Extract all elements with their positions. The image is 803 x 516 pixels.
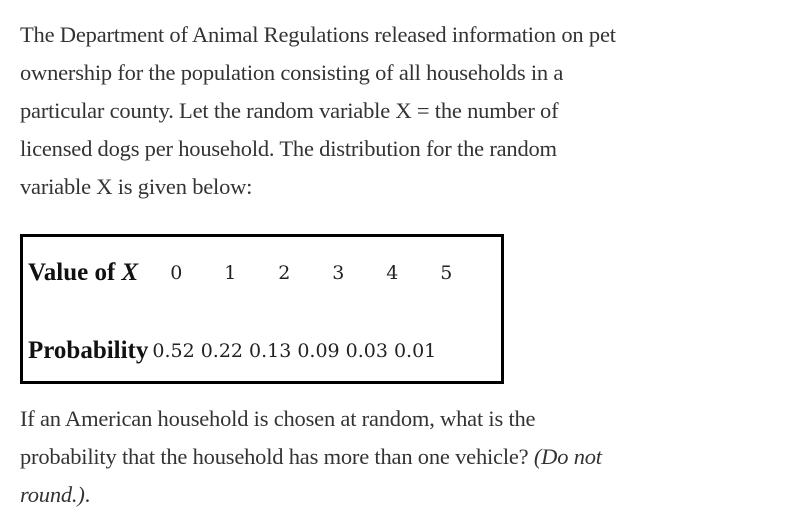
- problem-content: [20, 16, 790, 514]
- question-note: round.): [20, 482, 85, 507]
- question-trailing: .: [84, 482, 91, 507]
- probability-cell: 0.03: [345, 340, 388, 362]
- probability-cell: 0.52: [152, 340, 195, 362]
- intro-line: licensed dogs per household. The distribution for the random: [20, 136, 557, 161]
- value-label-variable: X: [121, 259, 139, 286]
- probability-cell: 0.22: [200, 340, 244, 362]
- value-cell: 0: [170, 262, 183, 284]
- probability-row-label: Probability: [28, 337, 149, 364]
- value-cell: 2: [278, 262, 291, 284]
- value-row: [28, 259, 494, 287]
- distribution-table: [20, 234, 504, 384]
- probability-cell: 0.01: [393, 340, 437, 362]
- value-cell: 3: [332, 262, 345, 284]
- intro-line: particular county. Let the random variable X = the number of: [20, 98, 559, 123]
- intro-paragraph: [20, 16, 780, 206]
- probability-cells: [152, 340, 442, 362]
- probability-cell: 0.09: [297, 340, 340, 362]
- question-paragraph: [20, 400, 780, 514]
- value-row-label: [28, 259, 138, 287]
- probability-cell: 0.13: [249, 340, 292, 362]
- question-line: probability that the household has more than one vehicle?: [20, 444, 534, 469]
- intro-line: variable X is given below:: [20, 174, 253, 199]
- value-cells: [170, 262, 494, 284]
- value-cell: 4: [386, 262, 399, 284]
- value-cell: 1: [224, 262, 237, 284]
- question-line: If an American household is chosen at random, what is the: [20, 406, 536, 431]
- value-label-text: Value of: [28, 259, 122, 286]
- probability-row: [28, 337, 442, 365]
- intro-line: The Department of Animal Regulations released information on pet: [20, 22, 616, 47]
- intro-line: ownership for the population consisting of all households in a: [20, 60, 564, 85]
- question-note: (Do not: [533, 444, 602, 469]
- value-cell: 5: [440, 262, 453, 284]
